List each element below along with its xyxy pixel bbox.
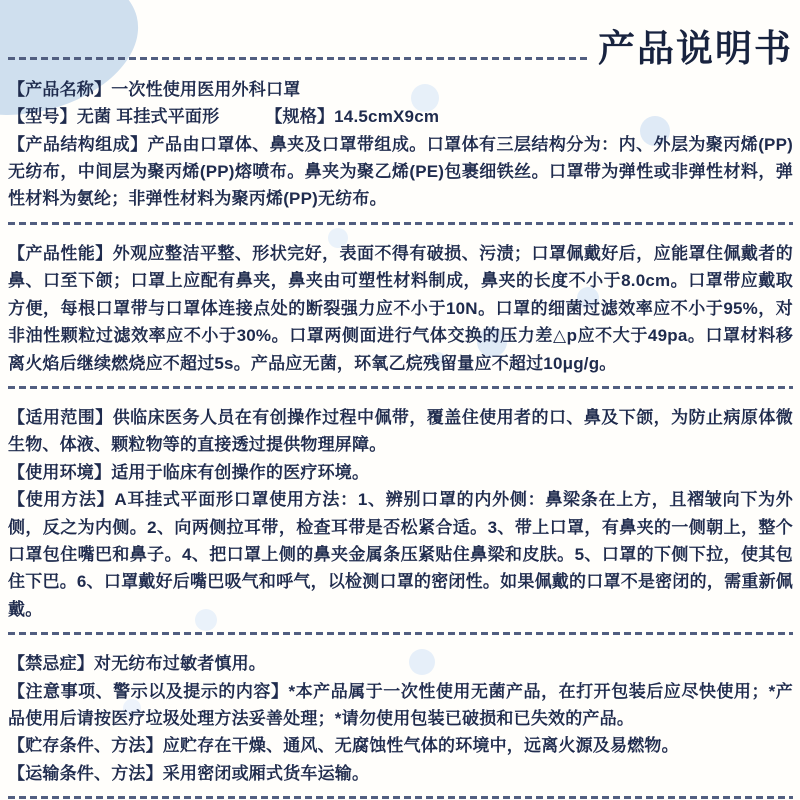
product-name-row: [8, 76, 793, 103]
page-title: 产品说明书: [598, 28, 793, 69]
dashed-divider: [8, 796, 793, 799]
section-performance: 【产品性能】外观应整洁平整、形状完好，表面不得有破损、污渍；口罩佩戴好后，应能罩住佩戴者的鼻、口至下颌；口罩上应配有鼻夹，鼻夹由可塑性材料制成，鼻夹的长度不小于8.0cm。口罩带应戴取方便，每根口罩带与口罩体连接点处的断裂强力应不小于10N。口罩的细菌过滤效率应不小于95%，对非油性颗粒过滤效率应不小于30%。口罩两侧面进行气体交换的压力差△p应不大于49pa。口罩材料移离火焰后继续燃烧应不超过5s。产品应无菌，环氧乙烷残留量应不超过10μg/g。: [8, 243, 793, 373]
section-scope: 【适用范围】供临床医务人员在有创操作过程中佩带，覆盖住使用者的口、鼻及下颌，为防止病原体微生物、体液、颗粒物等的直接透过提供物理屏障。: [8, 407, 793, 455]
dashed-divider: [8, 222, 793, 225]
product-name-value: 一次性使用医用外科口罩: [111, 79, 301, 99]
model-spec-row: [8, 103, 793, 130]
section-usage: 【使用方法】A耳挂式平面形口罩使用方法：1、辨别口罩的内外侧：鼻梁条在上方，且褶皱向下为外侧，反之为内侧。2、向两侧拉耳带，检查耳带是否松紧合适。3、带上口罩，有鼻夹的一侧朝上，整个口罩包住嘴巴和鼻子。4、把口罩上侧的鼻夹金属条压紧贴住鼻梁和皮肤。5、口罩的下侧下拉，使其包住下巴。6、口罩戴好后嘴巴吸气和呼气，以检测口罩的密闭性。如果佩戴的口罩不是密闭的，需重新佩戴。: [8, 490, 793, 619]
dashed-divider: [8, 632, 793, 635]
section-structure: 【产品结构组成】产品由口罩体、鼻夹及口罩带组成。口罩体有三层结构分为：内、外层为聚丙烯(PP)无纺布，中间层为聚丙烯(PP)熔喷布。鼻夹为聚乙烯(PE)包裹细铁丝。口罩带为弹性或非弹性材料，弹性材料为氨纶；非弹性材料为聚丙烯(PP)无纺布。: [8, 134, 793, 209]
product-name-label: 【产品名称】: [8, 79, 112, 99]
section-storage: 【贮存条件、方法】应贮存在干燥、通风、无腐蚀性气体的环境中，远离火源及易燃物。: [8, 736, 679, 756]
basic-info: [8, 76, 793, 213]
spec-value: 14.5cmX9cm: [334, 107, 440, 127]
section-precautions: 【注意事项、警示以及提示的内容】*本产品属于一次性使用无菌产品，在打开包装后应尽快使用；*产品使用后请按医疗垃圾处理方法妥善处理；*请勿使用包装已破损和已失效的产品。: [8, 681, 793, 728]
model-label: 【型号】: [8, 107, 77, 127]
leaflet-content: [0, 30, 800, 799]
section-contraindication: 【禁忌症】对无纺布过敏者慎用。: [8, 654, 266, 674]
spec-label: 【规格】: [265, 107, 335, 127]
dashed-divider: [8, 386, 793, 389]
header: [8, 30, 793, 69]
header-dashed-rule: [8, 57, 590, 60]
model-value: 无菌 耳挂式平面形: [76, 107, 220, 127]
section-environment: 【使用环境】适用于临床有创操作的医疗环境。: [8, 462, 370, 482]
section-transport: 【运输条件、方法】采用密闭或厢式货车运输。: [8, 763, 370, 783]
